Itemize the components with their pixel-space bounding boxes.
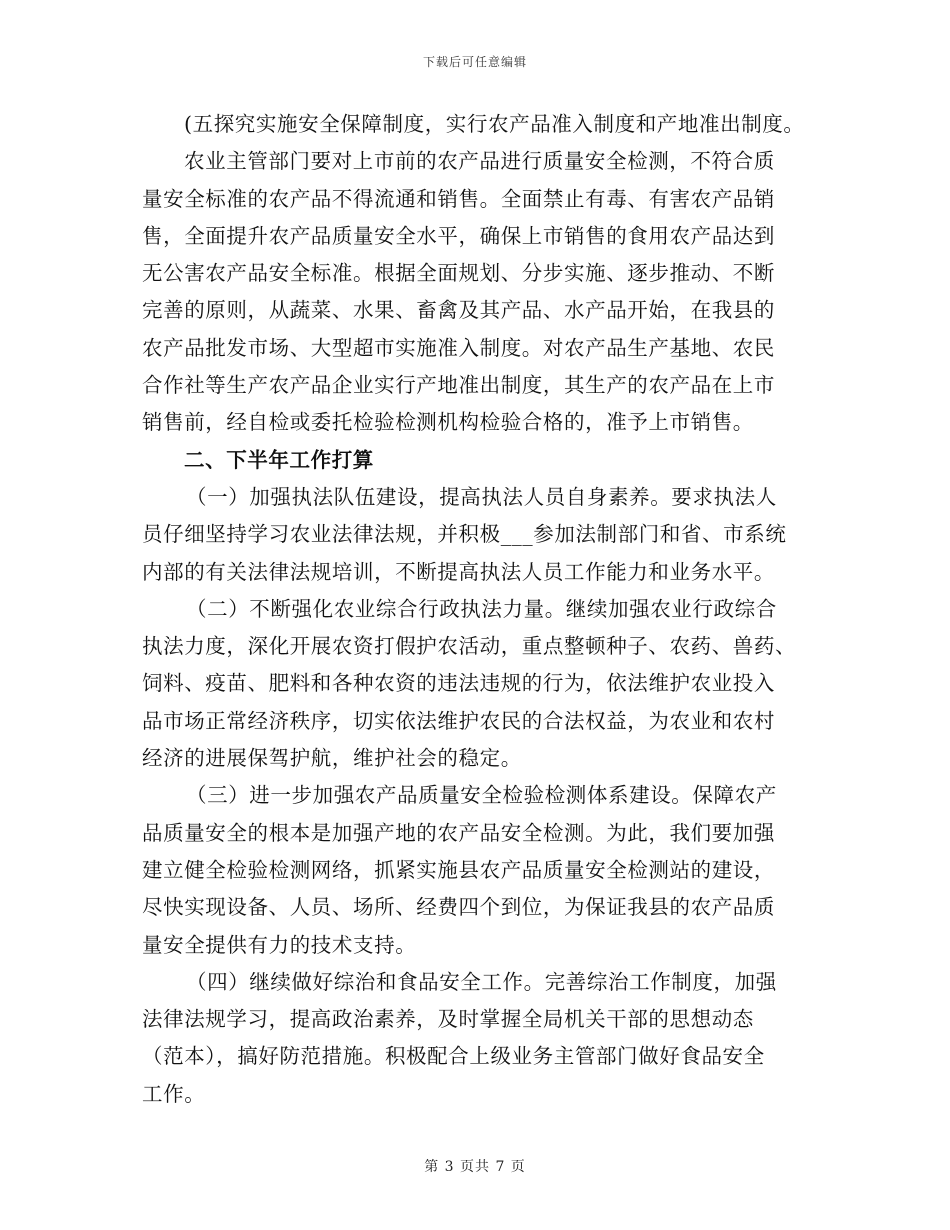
paragraph-line: 经济的进展保驾护航，维护社会的稳定。 xyxy=(142,746,522,771)
paragraph-line: 农业主管部门要对上市前的农产品进行质量安全检测，不符合质 xyxy=(184,149,775,174)
paragraph-line: 员仔细坚持学习农业法律法规，并积极___参加法制部门和省、市系统 xyxy=(142,522,787,547)
paragraph-line: （一）加强执法队伍建设，提高执法人员自身素养。要求执法人 xyxy=(186,484,777,509)
paragraph-line: 建立健全检验检测网络，抓紧实施县农产品质量安全检测站的建设， xyxy=(142,857,775,882)
paragraph-line: 工作。 xyxy=(142,1081,206,1106)
paragraph-line: 尽快实现设备、人员、场所、经费四个到位，为保证我县的农产品质 xyxy=(142,895,775,920)
paragraph-line: 量安全提供有力的技术支持。 xyxy=(142,932,417,957)
paragraph-line: 合作社等生产农产品企业实行产地准出制度，其生产的农产品在上市 xyxy=(142,373,775,398)
section-heading: 二、下半年工作打算 xyxy=(184,447,374,472)
paragraph-line: 饲料、疫苗、肥料和各种农资的违法违规的行为，依法维护农业投入 xyxy=(142,671,775,696)
paragraph-line: （四）继续做好综治和食品安全工作。完善综治工作制度，加强 xyxy=(186,969,777,994)
paragraph-line: 品市场正常经济秩序，切实依法维护农民的合法权益，为农业和农村 xyxy=(142,708,775,733)
paragraph-line: 量安全标准的农产品不得流通和销售。全面禁止有毒、有害农产品销 xyxy=(142,186,775,211)
paragraph-line: 销售前，经自检或委托检验检测机构检验合格的，准予上市销售。 xyxy=(142,410,754,435)
paragraph-line: 完善的原则，从蔬菜、水果、畜禽及其产品、水产品开始，在我县的 xyxy=(142,298,775,323)
paragraph-line: 售，全面提升农产品质量安全水平，确保上市销售的食用农产品达到 xyxy=(142,223,775,248)
paragraph-line: 品质量安全的根本是加强产地的农产品安全检测。为此，我们要加强 xyxy=(142,820,775,845)
page-number: 第 3 页共 7 页 xyxy=(424,1159,526,1175)
paragraph-line: （三）进一步加强农产品质量安全检验检测体系建设。保障农产 xyxy=(186,783,777,808)
document-body xyxy=(142,106,818,1113)
paragraph-line: 无公害农产品安全标准。根据全面规划、分步实施、逐步推动、不断 xyxy=(142,261,775,286)
paragraph-line: （二）不断强化农业综合行政执法力量。继续加强农业行政综合 xyxy=(186,596,777,621)
paragraph-line: 执法力度，深化开展农资打假护农活动，重点整顿种子、农药、兽药、 xyxy=(142,634,797,659)
paragraph-line: （范本），搞好防范措施。积极配合上级业务主管部门做好食品安全 xyxy=(142,1044,765,1069)
paragraph-line: 农产品批发市场、大型超市实施准入制度。对农产品生产基地、农民 xyxy=(142,335,775,360)
page-header: 下载后可任意编辑 xyxy=(422,55,527,69)
paragraph-line: 法律法规学习，提高政治素养，及时掌握全局机关干部的思想动态 xyxy=(142,1007,754,1032)
paragraph-line: 内部的有关法律法规培训，不断提高执法人员工作能力和业务水平。 xyxy=(142,559,775,584)
paragraph-line: (五探究实施安全保障制度，实行农产品准入制度和产地准出制度。 xyxy=(184,112,805,136)
